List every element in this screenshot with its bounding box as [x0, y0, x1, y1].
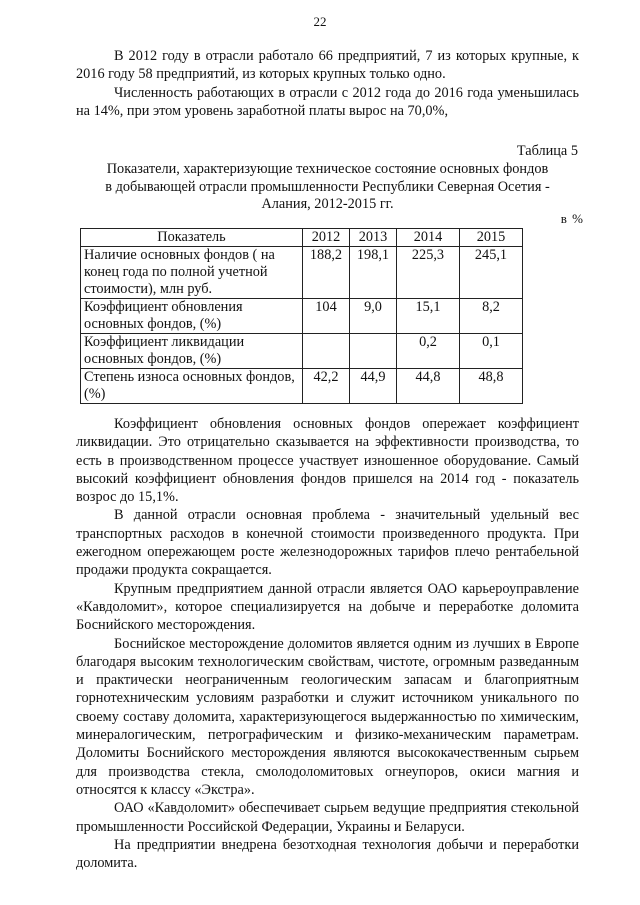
paragraph: ОАО «Кавдоломит» обеспечивает сырьем ведущие предприятия стекольной промышленности Российской Федерации, Украины и Беларуси. — [76, 800, 579, 835]
table-header-row — [81, 229, 523, 247]
page-number: 22 — [313, 14, 327, 29]
intro-text — [76, 47, 579, 120]
indicator-name-cell: Коэффициент ликвидации основных фондов, (%) — [81, 334, 303, 369]
header-cell: 2012 — [303, 229, 350, 247]
table-row — [81, 299, 523, 334]
value-cell: 44,9 — [350, 369, 397, 404]
value-cell: 188,2 — [303, 247, 350, 299]
header-cell: 2014 — [397, 229, 460, 247]
value-cell: 0,2 — [397, 334, 460, 369]
indicator-name-cell: Наличие основных фондов ( на конец года по полной учетной стоимости), млн руб. — [81, 247, 303, 299]
paragraph: В данной отрасли основная проблема - значительный удельный вес транспортных расходов в конечной стоимости произведенного продукта. При ежегодном опережающем росте железнодорожных тарифов плечо рентабельной продажи продукта сокращается. — [76, 507, 579, 579]
paragraph: Коэффициент обновления основных фондов опережает коэффициент ликвидации. Это отрицательно сказывается на эффективности производства, то есть в производственном процессе участвует изношенное оборудование. Самый высокий коэффициент обновления фондов пришелся на 2014 год - показатель возрос до 15,1%. — [76, 416, 579, 506]
header-cell: 2015 — [460, 229, 523, 247]
value-cell: 0,1 — [460, 334, 523, 369]
value-cell: 225,3 — [397, 247, 460, 299]
value-cell — [303, 334, 350, 369]
paragraph: Боснийское месторождение доломитов является одним из лучших в Европе благодаря высоким технологическим свойствам, чистоте, огромным разведанным и практически неограниченным геологическим запасам и благоприятным горнотехническим условиям разработки и служит источником уникального по своему составу доломита, характеризующегося выдержанностью по химическим, минералогическим, петрографическим и физико-механическим параметрам. Доломиты Боснийского месторождения являются высококачественным сырьем для производства стекла, смолодоломитовых огнеупоров, окиси магния и относятся к классу «Экстра». — [76, 635, 579, 798]
value-cell: 44,8 — [397, 369, 460, 404]
value-cell: 8,2 — [460, 299, 523, 334]
table-title-line: Алания, 2012-2015 гг. — [261, 196, 394, 212]
value-cell: 245,1 — [460, 247, 523, 299]
value-cell: 15,1 — [397, 299, 460, 334]
value-cell: 198,1 — [350, 247, 397, 299]
indicator-name-cell: Коэффициент обновления основных фондов, (%) — [81, 299, 303, 334]
table-row — [81, 334, 523, 369]
indicators-table — [80, 228, 523, 404]
value-cell: 42,2 — [303, 369, 350, 404]
paragraph: На предприятии внедрена безотходная технология добычи и переработки доломита. — [76, 836, 579, 872]
table-row — [81, 369, 523, 404]
table-title — [76, 161, 579, 214]
table-title-line: в добывающей отрасли промышленности Республики Северная Осетия - — [105, 178, 550, 195]
value-cell: 48,8 — [460, 369, 523, 404]
table-title-line: Показатели, характеризующие техническое состояние основных фондов — [106, 161, 549, 177]
header-cell: 2013 — [350, 229, 397, 247]
paragraph: Численность работающих в отрасли с 2012 года до 2016 года уменьшилась на 14%, при этом уровень заработной платы вырос на 70,0%, — [76, 84, 579, 119]
table-unit: в % — [560, 211, 584, 226]
body-text — [76, 415, 579, 872]
table-row — [81, 247, 523, 299]
table-label: Таблица 5 — [516, 143, 578, 159]
header-cell: Показатель — [81, 229, 303, 247]
paragraph: Крупным предприятием данной отрасли является ОАО карьероуправление «Кавдоломит», которое специализируется на добыче и переработке доломита Боснийского месторождения. — [76, 580, 579, 634]
indicator-name-cell: Степень износа основных фондов, (%) — [81, 369, 303, 404]
value-cell — [350, 334, 397, 369]
value-cell: 9,0 — [350, 299, 397, 334]
paragraph: В 2012 году в отрасли работало 66 предприятий, 7 из которых крупные, к 2016 году 58 предприятий, из которых крупных только одно. — [76, 48, 579, 83]
value-cell: 104 — [303, 299, 350, 334]
